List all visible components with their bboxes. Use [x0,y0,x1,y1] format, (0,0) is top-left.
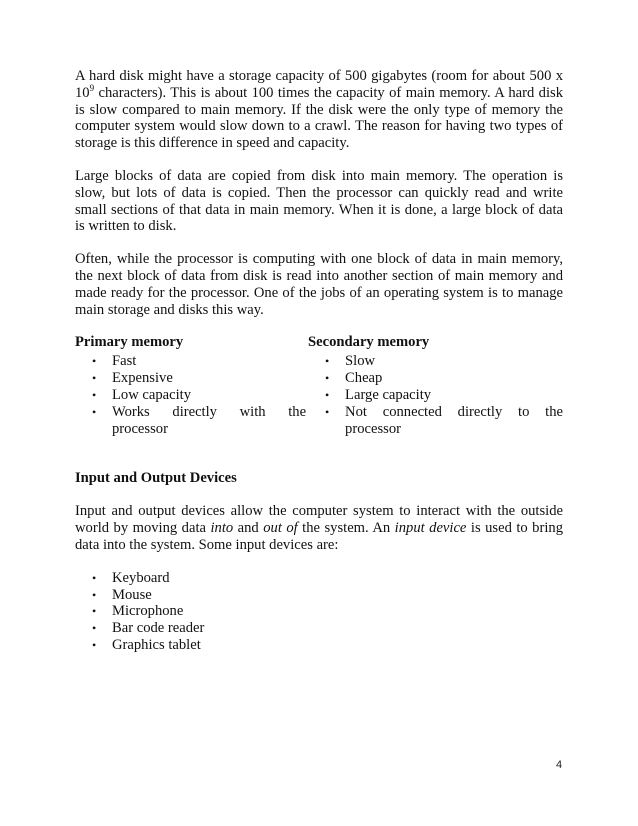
list-item-text: Fast [112,353,137,370]
paragraph-processor: Often, while the processor is computing with one block of data in main memory, the next block of data from disk is read into another section of main memory and made ready for the processor. One of the jobs of an operating system is to manage main storage and disks this way. [75,251,563,318]
primary-memory-heading: Primary memory [75,334,184,351]
list-item-text: Bar code reader [112,620,205,637]
document-page [75,68,563,654]
exponent: 9 [89,82,95,93]
bullet-icon: • [92,354,97,369]
primary-memory-list [75,353,306,437]
list-item-text: Graphics tablet [112,636,201,653]
list-item [308,370,563,387]
bullet-icon: • [325,371,330,386]
bullet-icon: • [92,387,97,402]
io-text-a: Input and output devices allow the computer system to interact with the outside world by moving data [75,503,563,537]
io-text-input-device: input device [394,520,467,537]
list-item-text: Large capacity [345,386,432,403]
list-item [75,404,306,438]
list-item-text: Not connected directly to the processor [345,403,563,437]
io-text-out-of: out of [263,520,298,537]
list-item [75,370,306,387]
io-text-into: into [210,520,234,537]
primary-memory-column [75,334,306,437]
list-item-text: Mouse [112,586,152,603]
paragraph-hard-disk-text-1: A hard disk might have a storage capacity of 500 gigabytes (room for about 500 x 10 [75,68,563,101]
list-item [75,353,306,370]
list-item-text: Works directly with the processor [112,403,307,437]
bullet-icon: • [325,354,330,369]
memory-comparison [75,334,563,437]
list-item [75,620,563,637]
list-item [308,353,563,370]
list-item [308,387,563,404]
list-item-text: Low capacity [112,386,192,403]
list-item-text: Keyboard [112,569,170,586]
bullet-icon: • [92,587,97,602]
bullet-icon: • [92,637,97,652]
list-item [75,387,306,404]
list-item [75,570,563,587]
bullet-icon: • [92,371,97,386]
bullet-icon: • [92,604,97,619]
bullet-icon: • [325,387,330,402]
secondary-memory-heading: Secondary memory [308,334,430,351]
secondary-memory-list [308,353,563,437]
section-heading-io: Input and Output Devices [75,470,237,487]
io-text-d: is used to bring data into the system. Some input devices are: [75,520,563,553]
paragraph-io [75,503,563,553]
list-item-text: Slow [345,353,376,370]
paragraph-hard-disk-text-2: characters). This is about 100 times the capacity of main memory. A hard disk is slow compared to main memory. If the disk were the only type of memory the computer system would slow down to a crawl. The reason for having two types of storage is this difference in speed and capacity. [75,84,563,152]
bullet-icon: • [92,404,97,419]
io-text-b: and [233,520,264,537]
list-item-text: Microphone [112,603,184,620]
list-item [308,404,563,438]
list-item [75,587,563,604]
input-devices-list [75,570,563,654]
secondary-memory-column [306,334,563,437]
list-item-text: Cheap [345,370,383,387]
bullet-icon: • [92,621,97,636]
list-item-text: Expensive [112,370,173,387]
bullet-icon: • [92,570,97,585]
paragraph-blocks: Large blocks of data are copied from disk into main memory. The operation is slow, but lots of data is copied. Then the processor can quickly read and write small sections of that data in main memory. When it is done, a large block of data is written to disk. [75,167,563,235]
list-item [75,637,563,654]
paragraph-hard-disk [75,68,563,152]
page-number: 4 [556,759,563,771]
list-item [75,603,563,620]
io-text-c: the system. An [297,520,395,537]
bullet-icon: • [325,404,330,419]
